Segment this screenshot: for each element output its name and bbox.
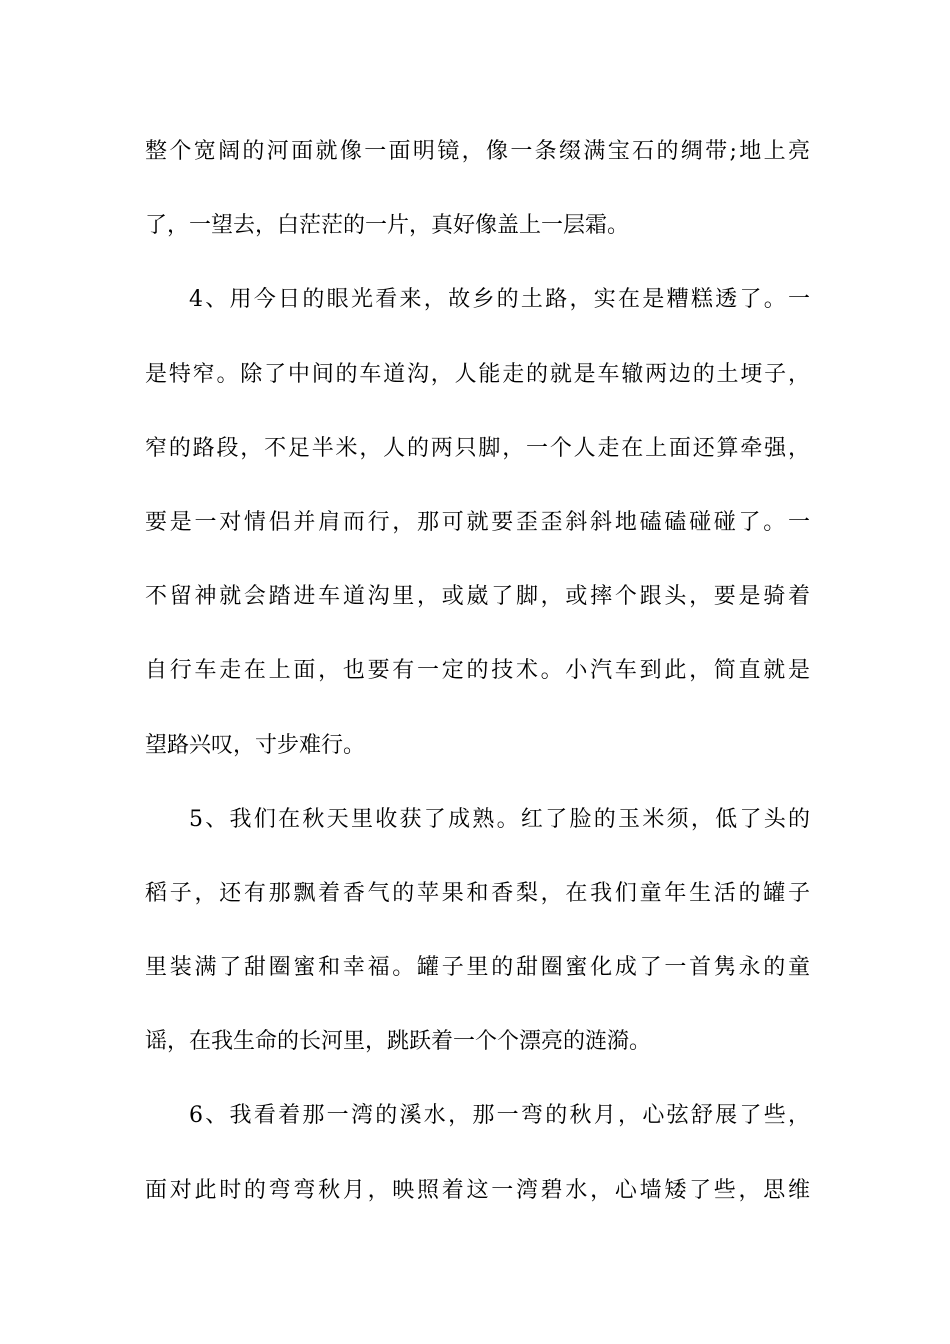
body-text — [145, 133, 810, 1209]
text-line: 要是一对情侣并肩而行，那可就要歪歪斜斜地磕磕碰碰了。一 — [145, 509, 810, 535]
text-line: 窄的路段，不足半米，人的两只脚，一个人走在上面还算牵强， — [145, 435, 810, 461]
text-line: 4、用今日的眼光看来，故乡的土路，实在是糟糕透了。一 — [189, 287, 810, 313]
text-line: 面对此时的弯弯秋月，映照着这一湾碧水，心墙矮了些，思维 — [145, 1177, 810, 1203]
text-line: 6、我看着那一湾的溪水，那一弯的秋月，心弦舒展了些， — [189, 1103, 810, 1129]
paragraph-4 — [145, 1097, 810, 1208]
text-line: 谣，在我生命的长河里，跳跃着一个个漂亮的涟漪。 — [145, 1029, 652, 1055]
text-line: 自行车走在上面，也要有一定的技术。小汽车到此，简直就是 — [145, 658, 810, 684]
paragraph-3 — [145, 801, 810, 1061]
text-line: 望路兴叹，寸步难行。 — [145, 732, 366, 758]
text-line: 是特窄。除了中间的车道沟，人能走的就是车辙两边的土埂子， — [145, 361, 810, 387]
paragraph-1 — [145, 133, 810, 244]
paragraph-2 — [145, 281, 810, 763]
text-line: 整个宽阔的河面就像一面明镜，像一条缀满宝石的绸带;地上亮 — [145, 139, 810, 164]
text-line: 里装满了甜圈蜜和幸福。罐子里的甜圈蜜化成了一首隽永的童 — [145, 955, 810, 981]
text-line: 5、我们在秋天里收获了成熟。红了脸的玉米须，低了头的 — [189, 806, 810, 832]
text-line: 了，一望去，白茫茫的一片，真好像盖上一层霜。 — [145, 213, 630, 239]
text-line: 稻子，还有那飘着香气的苹果和香梨，在我们童年生活的罐子 — [145, 880, 810, 906]
text-line: 不留神就会踏进车道沟里，或崴了脚，或摔个跟头，要是骑着 — [145, 584, 810, 610]
